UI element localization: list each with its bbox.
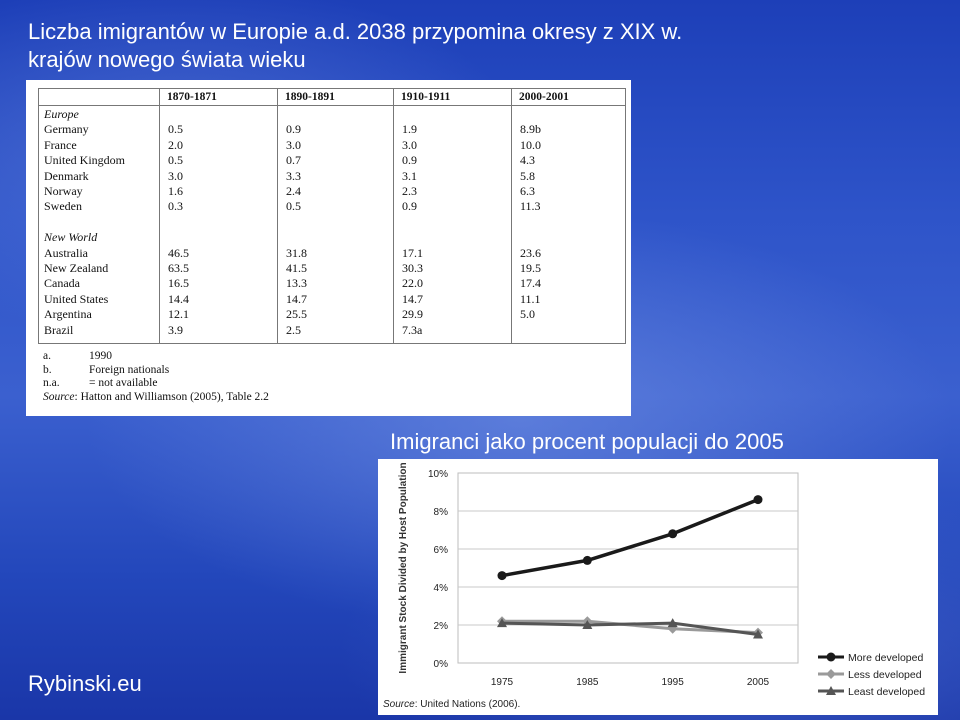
table-value-cell: 4.3 xyxy=(520,153,535,168)
table-value-cell: 0.7 xyxy=(286,153,301,168)
table-source-note xyxy=(43,391,623,405)
series-point xyxy=(668,529,677,538)
table-value-cell: 0.9 xyxy=(402,199,417,214)
table-value-cell: 41.5 xyxy=(286,261,307,275)
table-value-cell: 0.3 xyxy=(168,199,183,214)
legend-entry: Less developed xyxy=(848,669,922,681)
table-value-cell: 0.9 xyxy=(286,122,301,137)
table-note-key: b. xyxy=(43,363,52,376)
table-value-cell: 16.5 xyxy=(168,276,189,291)
chart-source-note xyxy=(383,699,520,710)
chart-heading: Imigranci jako procent populacji do 2005 xyxy=(390,429,784,454)
table-value-cell: 23.6 xyxy=(520,245,541,260)
table-country-cell: Argentina xyxy=(44,307,92,322)
legend-entry: More developed xyxy=(848,652,924,664)
table-column-header: 1870-1871 xyxy=(167,91,217,103)
table-value-cell: 17.1 xyxy=(402,245,423,260)
x-tick-label: 1985 xyxy=(576,677,599,688)
table-value-cell: 3.0 xyxy=(168,168,183,183)
table-country-cell: Norway xyxy=(44,184,83,198)
footer-brand: Rybinski.eu xyxy=(28,671,142,696)
table-value-cell: 3.0 xyxy=(286,137,301,152)
table-value-cell: 29.9 xyxy=(402,307,423,322)
x-tick-label: 2005 xyxy=(746,677,770,688)
table-value-cell: 3.0 xyxy=(402,137,417,152)
y-tick-label: 4% xyxy=(433,583,448,594)
y-tick-label: 2% xyxy=(433,621,448,632)
table-country-cell: Canada xyxy=(44,276,80,291)
table-column-rule xyxy=(277,89,278,343)
table-value-cell: 22.0 xyxy=(402,276,423,291)
table-value-cell: 11.1 xyxy=(520,291,541,306)
table-country-cell: Sweden xyxy=(44,199,82,214)
table-value-cell: 17.4 xyxy=(520,276,541,291)
table-value-cell: 1.6 xyxy=(168,184,183,198)
table-value-cell: 0.5 xyxy=(286,199,301,214)
table-value-cell: 2.4 xyxy=(286,184,301,198)
y-tick-label: 6% xyxy=(433,545,448,556)
slide-title-line-2: krajów nowego świata wieku xyxy=(28,47,306,72)
table-value-cell: 1.9 xyxy=(402,122,417,137)
table-source-label: Source xyxy=(43,390,75,403)
migration-table-image xyxy=(26,80,631,416)
table-value-cell: 7.3a xyxy=(402,322,423,337)
legend-swatch-marker xyxy=(826,669,836,679)
table-source-text: : Hatton and Williamson (2005), Table 2.2 xyxy=(74,390,269,403)
table-note-text: Foreign nationals xyxy=(89,363,170,376)
table-note xyxy=(43,364,623,378)
y-tick-label: 0% xyxy=(433,659,448,670)
table-country-cell: Denmark xyxy=(44,168,89,183)
series-point xyxy=(583,556,592,565)
table-value-cell: 11.3 xyxy=(520,199,541,214)
x-tick-label: 1975 xyxy=(490,677,514,688)
table-column-header: 1910-1911 xyxy=(401,91,451,103)
table-value-cell: 5.8 xyxy=(520,168,535,183)
table-country-cell: France xyxy=(44,137,77,152)
table-value-cell: 0.9 xyxy=(402,153,417,168)
slide-title-line-1: Liczba imigrantów w Europie a.d. 2038 przypomina okresy z XIX w. xyxy=(28,19,683,44)
series-point xyxy=(754,495,763,504)
table-value-cell: 14.7 xyxy=(402,291,423,306)
legend-swatch-marker xyxy=(827,653,836,662)
table-value-cell: 0.5 xyxy=(168,122,183,137)
table-country-cell: Brazil xyxy=(44,322,74,337)
table-notes xyxy=(43,350,623,404)
table-country-cell: United States xyxy=(44,291,109,306)
table-value-cell: 6.3 xyxy=(520,184,535,198)
table-note-key: n.a. xyxy=(43,377,60,390)
table-note-key: a. xyxy=(43,350,51,362)
table-value-cell: 0.5 xyxy=(168,153,183,168)
x-tick-label: 1995 xyxy=(661,677,684,688)
table-column-rule xyxy=(393,89,394,343)
table-value-cell: 63.5 xyxy=(168,261,189,275)
table-country-cell: Germany xyxy=(44,122,89,137)
immigrant-line-chart xyxy=(378,459,938,715)
table-value-cell: 31.8 xyxy=(286,245,307,260)
table-country-cell: New Zealand xyxy=(44,261,109,275)
table-value-cell: 19.5 xyxy=(520,261,541,275)
table-note-text: 1990 xyxy=(89,350,112,362)
table-column-header: 1890-1891 xyxy=(285,91,335,103)
table-group-label: New World xyxy=(44,230,98,245)
table-value-cell: 13.3 xyxy=(286,276,307,291)
table-value-cell: 2.5 xyxy=(286,322,301,337)
table-value-cell: 10.0 xyxy=(520,137,541,152)
chart-source-label: Source xyxy=(383,699,415,710)
chart-source-text: : United Nations (2006). xyxy=(414,699,521,710)
y-axis-label: Immigrant Stock Divided by Host Population xyxy=(398,462,409,674)
table-value-cell: 8.9b xyxy=(520,122,541,137)
table-value-cell: 14.7 xyxy=(286,291,307,306)
table-note-text: = not available xyxy=(89,377,158,390)
table-value-cell: 2.0 xyxy=(168,137,183,152)
table-group-label: Europe xyxy=(44,107,79,121)
y-tick-label: 10% xyxy=(427,469,448,480)
table-note xyxy=(43,350,623,364)
y-tick-label: 8% xyxy=(433,507,448,518)
table-value-cell: 3.1 xyxy=(402,168,417,183)
immigrant-chart-image xyxy=(378,459,938,715)
table-value-cell: 12.1 xyxy=(168,307,189,322)
table-country-cell: Australia xyxy=(44,245,88,260)
table-column-rule xyxy=(511,89,512,343)
table-value-cell: 46.5 xyxy=(168,245,189,260)
legend-entry: Least developed xyxy=(848,686,926,698)
table-value-cell: 2.3 xyxy=(402,184,417,198)
series-point xyxy=(498,571,507,580)
table-value-cell: 14.4 xyxy=(168,291,189,306)
slide-title xyxy=(28,18,938,74)
table-value-cell: 30.3 xyxy=(402,261,423,275)
migration-table xyxy=(38,88,626,344)
table-column-rule xyxy=(159,89,160,343)
table-value-cell: 3.3 xyxy=(286,168,301,183)
table-value-cell: 3.9 xyxy=(168,322,183,337)
table-note xyxy=(43,377,623,391)
table-country-cell: United Kingdom xyxy=(44,153,125,168)
table-value-cell: 25.5 xyxy=(286,307,307,322)
table-value-cell: 5.0 xyxy=(520,307,535,322)
table-column-header: 2000-2001 xyxy=(519,91,569,103)
table-header-rule xyxy=(39,105,625,106)
